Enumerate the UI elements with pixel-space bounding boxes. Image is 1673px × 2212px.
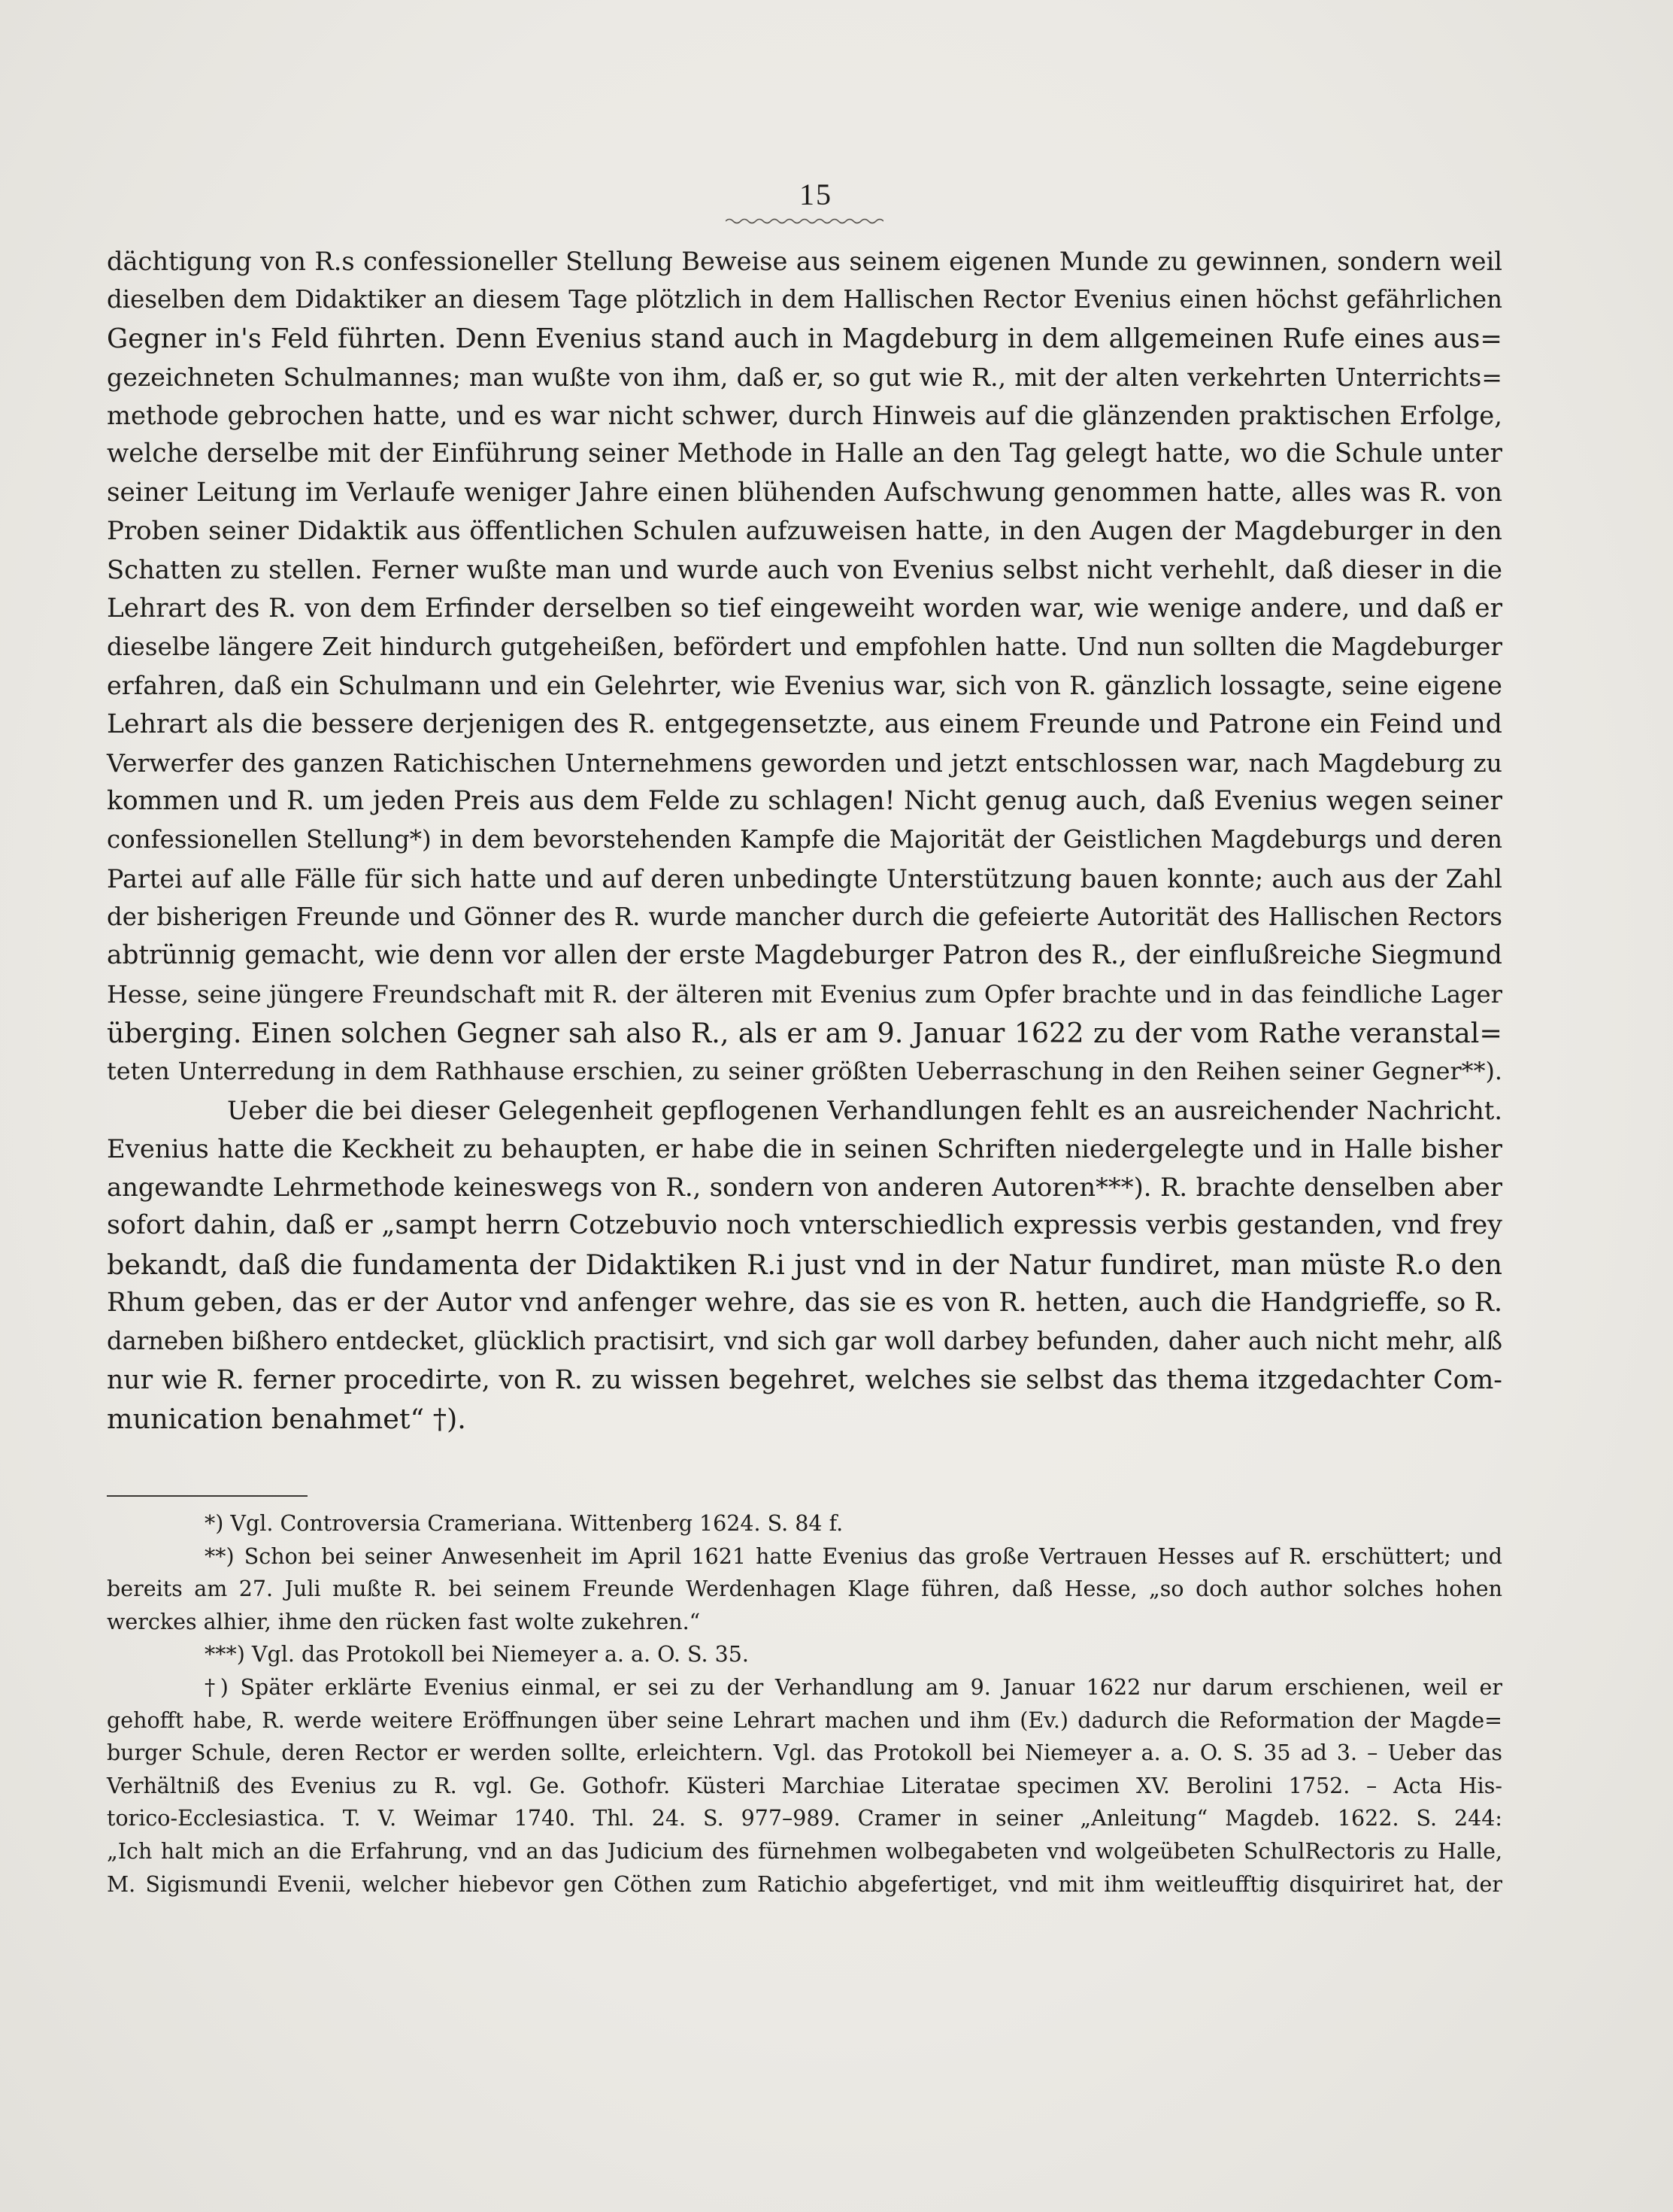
- main-text: [107, 242, 1502, 1438]
- text-line: kommen und R. um jeden Preis aus dem Felde zu schlagen! Nicht genug auch, daß Evenius wegen seiner: [107, 786, 1502, 817]
- footnote-line: werckes alhier, ihme den rücken fast wolte zukehren.“: [107, 1609, 701, 1634]
- text-line: bekandt, daß die fundamenta der Didaktiken R.i just vnd in der Natur fundiret, man müste R.o den: [107, 1248, 1502, 1281]
- text-line: Evenius hatte die Keckheit zu behaupten, er habe die in seinen Schriften niedergelegte und in Halle bisher: [107, 1133, 1502, 1164]
- text-line: Lehrart als die bessere derjenigen des R. entgegensetzte, aus einem Freunde und Patrone ein Feind und: [107, 709, 1502, 739]
- page-number-ornament-icon: [726, 216, 883, 226]
- text-line: dieselbe längere Zeit hindurch gutgeheißen, befördert und empfohlen hatte. Und nun sollten die Magdeburger: [107, 632, 1502, 661]
- text-line: sofort dahin, daß er „sampt herrn Cotzebuvio noch vnterschiedlich expressis verbis gestanden, vnd frey: [107, 1210, 1502, 1241]
- text-line: munication benahmet“ †).: [107, 1402, 466, 1435]
- text-line: confessionellen Stellung*) in dem bevorstehenden Kampfe die Majorität der Geistlichen Magdeburgs und deren: [107, 825, 1502, 854]
- footnote-line: *) Vgl. Controversia Crameriana. Wittenberg 1624. S. 84 f.: [205, 1511, 844, 1536]
- text-line: welche derselbe mit der Einführung seiner Methode in Halle an den Tag gelegt hatte, wo die Schule unter: [107, 438, 1502, 469]
- text-line: seiner Leitung im Verlaufe weniger Jahre einen blühenden Aufschwung genommen hatte, alles was R. von: [107, 477, 1502, 508]
- text-line: dieselben dem Didaktiker an diesem Tage plötzlich in dem Hallischen Rector Evenius einen höchst gefährlichen: [107, 285, 1502, 314]
- text-line: überging. Einen solchen Gegner sah also R., als er am 9. Januar 1622 zu der vom Rathe veranstal=: [107, 1016, 1502, 1049]
- footnote-line: †) Später erklärte Evenius einmal, er sei zu der Verhandlung am 9. Januar 1622 nur darum erschienen, weil er: [205, 1674, 1502, 1700]
- footnotes: [107, 1507, 1502, 1901]
- text-line: Proben seiner Didaktik aus öffentlichen Schulen aufzuweisen hatte, in den Augen der Magdeburger in den: [107, 516, 1502, 547]
- text-line: Schatten zu stellen. Ferner wußte man und wurde auch von Evenius selbst nicht verhehlt, daß dieser in die: [107, 555, 1502, 585]
- text-line: angewandte Lehrmethode keineswegs von R., sondern von anderen Autoren***). R. brachte denselben aber: [107, 1173, 1502, 1203]
- footnote-line: burger Schule, deren Rector er werden sollte, erleichtern. Vgl. das Protokoll bei Niemeyer a. a. O. S. 35 ad 3. – Ueber das: [107, 1740, 1502, 1766]
- text-line: gezeichneten Schulmannes; man wußte von ihm, daß er, so gut wie R., mit der alten verkehrten Unterrichts=: [107, 362, 1502, 392]
- footnote-line: M. Sigismundi Evenii, welcher hiebevor gen Cöthen zum Ratichio abgefertiget, vnd mit ihm weitleufftig disquiriret hat, der: [107, 1871, 1502, 1897]
- footnote-line: „Ich halt mich an die Erfahrung, vnd an das Judicium des fürnehmen wolbegabeten vnd wolgeübeten SchulRectoris zu Halle,: [107, 1838, 1502, 1864]
- text-line: methode gebrochen hatte, und es war nicht schwer, durch Hinweis auf die glänzenden praktischen Erfolge,: [107, 401, 1502, 431]
- text-line: dächtigung von R.s confessioneller Stellung Beweise aus seinem eigenen Munde zu gewinnen, sondern weil: [107, 247, 1502, 276]
- text-line: Hesse, seine jüngere Freundschaft mit R. der älteren mit Evenius zum Opfer brachte und in das feindliche Lager: [107, 979, 1502, 1009]
- text-line: der bisherigen Freunde und Gönner des R. wurde mancher durch die gefeierte Autorität des Hallischen Rectors: [107, 903, 1502, 932]
- text-line: nur wie R. ferner procedirte, von R. zu wissen begehret, welches sie selbst das thema itzgedachter Com-: [107, 1364, 1502, 1395]
- footnote-line: torico-Ecclesiastica. T. V. Weimar 1740. Thl. 24. S. 977–989. Cramer in seiner „Anleitung“ Magdeb. 1622. S. 244:: [107, 1806, 1502, 1831]
- text-line: Lehrart des R. von dem Erfinder derselben so tief eingeweiht worden war, wie wenige andere, und daß er: [107, 593, 1502, 624]
- text-line-paragraph-start: Ueber die bei dieser Gelegenheit gepflogenen Verhandlungen fehlt es an ausreichender Nachricht.: [227, 1095, 1502, 1125]
- text-line: Partei auf alle Fälle für sich hatte und auf deren unbedingte Unterstützung bauen konnte; auch aus der Zahl: [107, 863, 1502, 894]
- page-number: 15: [799, 178, 832, 211]
- text-line: darneben bißhero entdecket, glücklich practisirt, vnd sich gar woll darbey befunden, daher auch nicht mehr, alß: [107, 1327, 1502, 1356]
- text-line: Verwerfer des ganzen Ratichischen Unternehmens geworden und jetzt entschlossen war, nach Magdeburg zu: [107, 748, 1502, 778]
- footnote-line: gehofft habe, R. werde weitere Eröffnungen über seine Lehrart machen und ihm (Ev.) dadurch die Reformation der Magde=: [107, 1707, 1502, 1733]
- footnote-line: Verhältniß des Evenius zu R. vgl. Ge. Gothofr. Küsteri Marchiae Literatae specimen XV. Berolini 1752. – Acta His-: [107, 1773, 1502, 1798]
- footnote-line: **) Schon bei seiner Anwesenheit im April 1621 hatte Evenius das große Vertrauen Hesses auf R. erschüttert; und: [205, 1543, 1502, 1569]
- footnote-line: ***) Vgl. das Protokoll bei Niemeyer a. a. O. S. 35.: [205, 1642, 749, 1667]
- text-line: Rhum geben, das er der Autor vnd anfenger wehre, das sie es von R. hetten, auch die Handgrieffe, so R.: [107, 1288, 1502, 1318]
- footnote-divider: [107, 1495, 308, 1497]
- text-line: erfahren, daß ein Schulmann und ein Gelehrter, wie Evenius war, sich von R. gänzlich lossagte, seine eigene: [107, 671, 1502, 701]
- text-line: teten Unterredung in dem Rathhause erschien, zu seiner größten Ueberraschung in den Reihen seiner Gegner**).: [107, 1057, 1502, 1086]
- footnote-line: bereits am 27. Juli mußte R. bei seinem Freunde Werdenhagen Klage führen, daß Hesse, „so doch author solches hohen: [107, 1576, 1502, 1602]
- text-line: Gegner in's Feld führten. Denn Evenius stand auch in Magdeburg in dem allgemeinen Rufe eines aus=: [107, 323, 1502, 354]
- text-line: abtrünnig gemacht, wie denn vor allen der erste Magdeburger Patron des R., der einflußreiche Siegmund: [107, 940, 1502, 971]
